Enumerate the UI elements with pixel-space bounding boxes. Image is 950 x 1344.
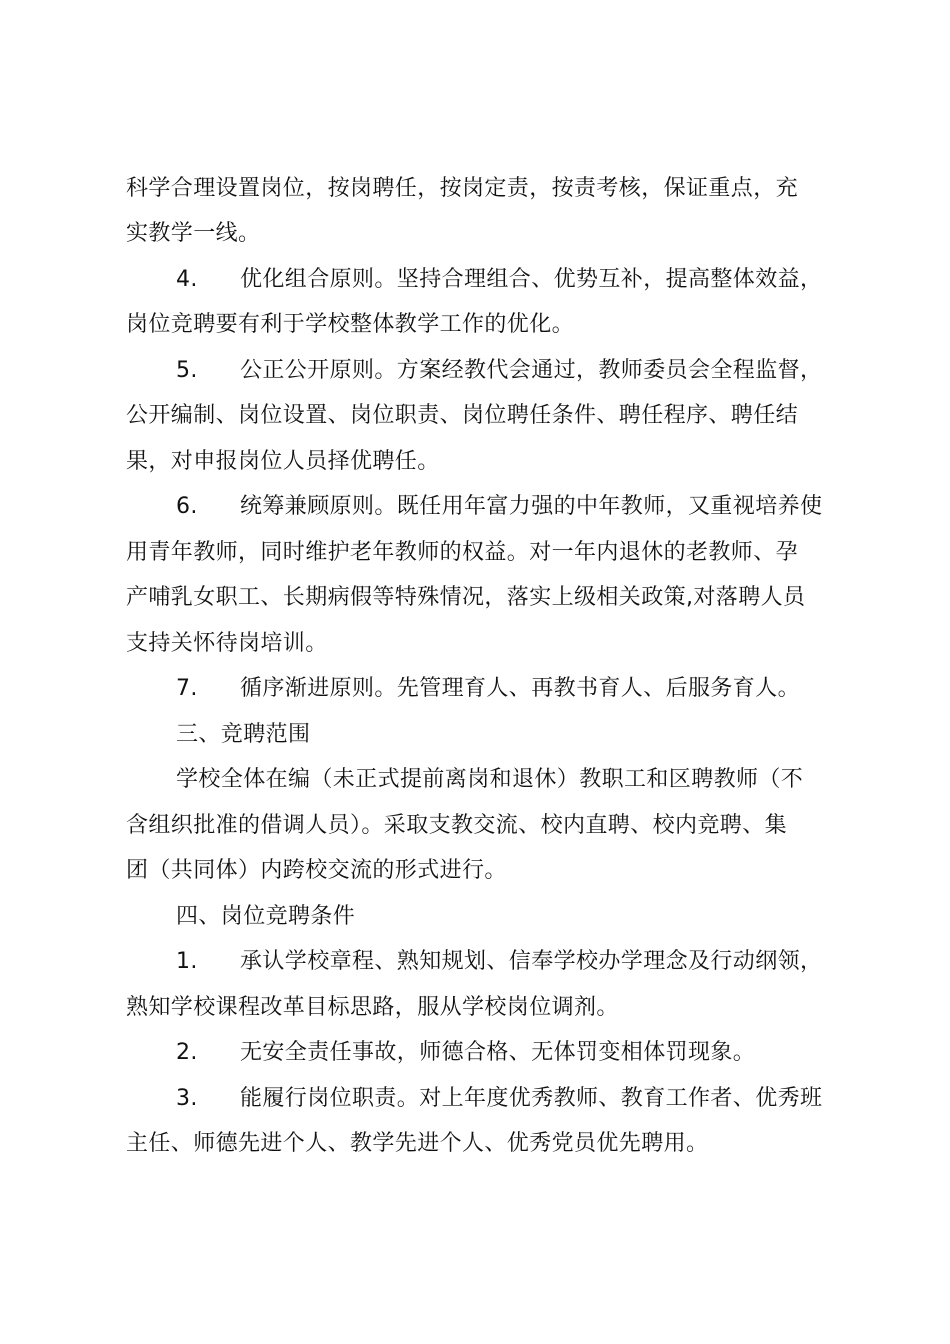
paragraph-line: 团（共同体）内跨校交流的形式进行。 bbox=[126, 858, 507, 883]
paragraph-line: 用青年教师，同时维护老年教师的权益。对一年内退休的老教师、孕 bbox=[126, 540, 799, 565]
paragraph-line: 学校全体在编（未正式提前离岗和退休）教职工和区聘教师（不 bbox=[176, 767, 804, 792]
item-number: 1. bbox=[176, 949, 198, 974]
numbered-item-3: 3. 能履行岗位职责。对上年度优秀教师、教育工作者、优秀班 bbox=[176, 1084, 822, 1114]
paragraph-line: 实教学一线。 bbox=[126, 221, 261, 246]
item-number: 6. bbox=[176, 494, 198, 519]
numbered-item-4: 4. 优化组合原则。坚持合理组合、优势互补，提高整体效益， bbox=[176, 265, 822, 295]
item-number: 4. bbox=[176, 267, 198, 292]
numbered-item-2: 2. 无安全责任事故，师德合格、无体罚变相体罚现象。 bbox=[176, 1038, 755, 1068]
paragraph-line: 果，对申报岗位人员择优聘任。 bbox=[126, 449, 440, 474]
item-number: 7. bbox=[176, 676, 198, 701]
paragraph-line: 含组织批准的借调人员）。采取支教交流、校内直聘、校内竞聘、集 bbox=[126, 813, 788, 838]
numbered-item-1: 1. 承认学校章程、熟知规划、信奉学校办学理念及行动纲领， bbox=[176, 947, 822, 977]
paragraph-line: 公开编制、岗位设置、岗位职责、岗位聘任条件、聘任程序、聘任结 bbox=[126, 403, 799, 428]
item-number: 5. bbox=[176, 358, 198, 383]
item-number: 2. bbox=[176, 1040, 198, 1065]
paragraph-line: 熟知学校课程改革目标思路，服从学校岗位调剂。 bbox=[126, 995, 619, 1020]
numbered-item-5: 5. 公正公开原则。方案经教代会通过，教师委员会全程监督， bbox=[176, 356, 822, 386]
paragraph-line: 科学合理设置岗位，按岗聘任，按岗定责，按责考核，保证重点，充 bbox=[126, 176, 799, 201]
numbered-item-6: 6. 统筹兼顾原则。既任用年富力强的中年教师，又重视培养使 bbox=[176, 492, 822, 522]
numbered-item-7: 7. 循序渐进原则。先管理育人、再教书育人、后服务育人。 bbox=[176, 674, 800, 704]
item-number: 3. bbox=[176, 1086, 198, 1111]
paragraph-line: 产哺乳女职工、长期病假等特殊情况，落实上级相关政策,对落聘人员 bbox=[126, 585, 806, 610]
section-heading: 三、竞聘范围 bbox=[176, 722, 311, 747]
paragraph-line: 岗位竞聘要有利于学校整体教学工作的优化。 bbox=[126, 312, 575, 337]
section-heading: 四、岗位竞聘条件 bbox=[176, 904, 356, 929]
paragraph-line: 支持关怀待岗培训。 bbox=[126, 631, 328, 656]
paragraph-line: 主任、师德先进个人、教学先进个人、优秀党员优先聘用。 bbox=[126, 1131, 709, 1156]
